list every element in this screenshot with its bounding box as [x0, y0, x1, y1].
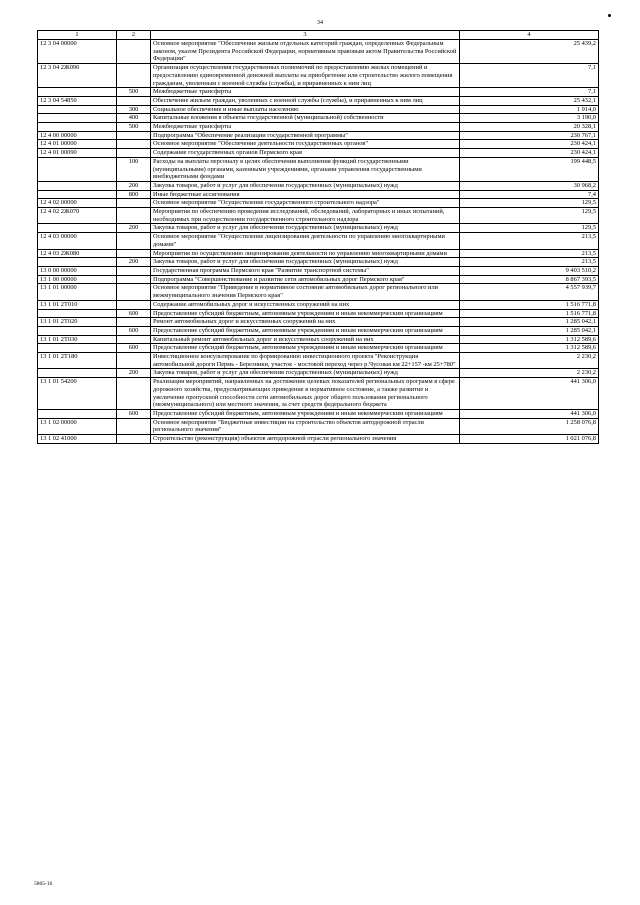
row-amount: 3 190,0 [460, 114, 599, 123]
row-amount: 1 258 076,8 [460, 418, 599, 434]
row-name: Основное мероприятие "Обеспечение жильем отдельных категорий граждан, определенных Федеральным законом, указом Президента Российской Федерации, нормативным правовым актом Правительства Российской Федерации" [151, 40, 460, 64]
row-code [38, 105, 117, 114]
row-code: 13 0 00 00000 [38, 266, 117, 275]
row-name: Капитальный ремонт автомобильных дорог и искусственных сооружений на них [151, 335, 460, 344]
row-amount: 230 767,1 [460, 131, 599, 140]
table-row [38, 105, 599, 114]
row-code [38, 181, 117, 190]
table-row [38, 64, 599, 88]
row-amount: 1 516 771,8 [460, 309, 599, 318]
row-name: Предоставление субсидий бюджетным, автономным учреждениям и иным некоммерческим организациям [151, 344, 460, 353]
row-name: Основное мероприятие "Приведение в нормативное состояние автомобильных дорог регионального или межмуниципального значения Пермского края" [151, 284, 460, 300]
row-name: Предоставление субсидий бюджетным, автономным учреждениям и иным некоммерческим организациям [151, 409, 460, 418]
row-name: Социальное обеспечение и иные выплаты населению [151, 105, 460, 114]
table-row [38, 123, 599, 132]
row-expense-type [117, 418, 151, 434]
row-expense-type [117, 300, 151, 309]
table-row [38, 96, 599, 105]
row-expense-type [117, 275, 151, 284]
row-expense-type [117, 131, 151, 140]
row-expense-type [117, 378, 151, 410]
row-amount: 2 230,2 [460, 369, 599, 378]
table-row [38, 318, 599, 327]
row-code: 12 3 04 2Ж090 [38, 64, 117, 88]
table-row [38, 284, 599, 300]
table-row [38, 149, 599, 158]
header-col-1: 1 [38, 31, 117, 40]
table-row [38, 131, 599, 140]
row-name: Расходы на выплаты персоналу в целях обеспечения выполнения функций государственными (муниципальными) органами, казенными учреждениями, органами управления государственными внебюджетными фондами [151, 157, 460, 181]
row-name: Мероприятия по обеспечению проведения исследований, обследований, лабораторных и иных испытаний, необходимых при осуществлении государственного строительного надзора [151, 208, 460, 224]
row-name: Содержание автомобильных дорог и искусственных сооружений на них [151, 300, 460, 309]
row-expense-type: 600 [117, 409, 151, 418]
row-expense-type: 300 [117, 105, 151, 114]
row-expense-type [117, 266, 151, 275]
table-row [38, 353, 599, 369]
row-amount: 7,1 [460, 88, 599, 97]
row-name: Ремонт автомобильных дорог и искусственных сооружений на них [151, 318, 460, 327]
row-expense-type [117, 64, 151, 88]
table-row [38, 378, 599, 410]
row-expense-type [117, 335, 151, 344]
footer-code: 5865-16 [34, 881, 53, 887]
row-amount: 4 557 939,7 [460, 284, 599, 300]
row-code [38, 326, 117, 335]
table-row [38, 300, 599, 309]
row-code [38, 224, 117, 233]
table-row [38, 249, 599, 258]
row-expense-type [117, 353, 151, 369]
row-name: Межбюджетные трансферты [151, 123, 460, 132]
table-row [38, 233, 599, 249]
row-expense-type: 500 [117, 123, 151, 132]
table-header-row [38, 31, 599, 40]
row-amount: 9 403 510,2 [460, 266, 599, 275]
row-name: Государственная программа Пермского края "Развитие транспортной системы" [151, 266, 460, 275]
row-name: Предоставление субсидий бюджетным, автономным учреждениям и иным некоммерческим организациям [151, 326, 460, 335]
row-expense-type: 500 [117, 88, 151, 97]
table-row [38, 114, 599, 123]
table-row [38, 266, 599, 275]
header-col-3: 3 [151, 31, 460, 40]
row-code [38, 258, 117, 267]
budget-table [37, 30, 599, 444]
table-row [38, 40, 599, 64]
row-code [38, 309, 117, 318]
row-code: 12 4 03 2Ж080 [38, 249, 117, 258]
row-code: 13 1 01 2Т180 [38, 353, 117, 369]
table-row [38, 326, 599, 335]
row-expense-type [117, 284, 151, 300]
row-code: 12 4 02 2Ж070 [38, 208, 117, 224]
row-code: 13 1 00 00000 [38, 275, 117, 284]
row-expense-type: 200 [117, 181, 151, 190]
row-name: Организация осуществления государственных полномочий по предоставлению жилых помещений и предоставлению единовременной денежной выплаты на приобретение или строительство жилого помещения гражданам, уволенным с военной службы (службы), и приравненных к ним лиц [151, 64, 460, 88]
row-code: 12 3 04 54850 [38, 96, 117, 105]
row-code [38, 123, 117, 132]
row-amount: 1 021 076,8 [460, 435, 599, 444]
row-code: 13 1 01 00000 [38, 284, 117, 300]
table-row [38, 88, 599, 97]
table-row [38, 199, 599, 208]
row-amount: 1 312 589,6 [460, 335, 599, 344]
table-row [38, 140, 599, 149]
row-name: Инвестиционное консультирование по формированию инвестиционного проекта "Реконструкция автомобильной дороги Пермь - Березники, участок - мостовой переход через р.Чусовая км 22+157 -км 25+780" [151, 353, 460, 369]
row-expense-type: 800 [117, 190, 151, 199]
row-amount: 441 306,0 [460, 378, 599, 410]
row-code [38, 344, 117, 353]
row-name: Межбюджетные трансферты [151, 88, 460, 97]
table-row [38, 181, 599, 190]
row-expense-type [117, 149, 151, 158]
row-amount: 213,5 [460, 258, 599, 267]
row-name: Основное мероприятие "Осуществление лицензирования деятельности по управлению многоквартирными домами" [151, 233, 460, 249]
row-code: 12 4 01 00090 [38, 149, 117, 158]
row-code [38, 114, 117, 123]
row-amount: 230 424,1 [460, 149, 599, 158]
table-row [38, 190, 599, 199]
row-amount: 8 867 393,5 [460, 275, 599, 284]
table-row [38, 409, 599, 418]
row-code: 13 1 01 2Т030 [38, 335, 117, 344]
row-expense-type [117, 249, 151, 258]
header-col-4: 4 [460, 31, 599, 40]
row-expense-type: 400 [117, 114, 151, 123]
row-code [38, 369, 117, 378]
header-col-2: 2 [117, 31, 151, 40]
row-code: 12 4 01 00000 [38, 140, 117, 149]
corner-dot-mark [608, 14, 611, 17]
row-expense-type: 600 [117, 326, 151, 335]
row-code: 13 1 01 54200 [38, 378, 117, 410]
page-number: 34 [317, 20, 323, 26]
row-name: Мероприятия по осуществлению лицензирования деятельности по управлению многоквартирными домами [151, 249, 460, 258]
row-amount: 1 285 042,1 [460, 326, 599, 335]
row-name: Иные бюджетные ассигнования [151, 190, 460, 199]
row-amount: 2 230,2 [460, 353, 599, 369]
row-name: Основное мероприятие "Бюджетные инвестиции на строительство объектов автодорожной отрасли регионального значения" [151, 418, 460, 434]
row-code: 13 1 01 2Т020 [38, 318, 117, 327]
row-amount: 7,4 [460, 190, 599, 199]
row-name: Строительство (реконструкция) объектов автодорожной отрасли регионального значения [151, 435, 460, 444]
row-name: Подпрограмма "Совершенствование и развитие сети автомобильных дорог Пермского края" [151, 275, 460, 284]
row-amount: 7,1 [460, 64, 599, 88]
table-row [38, 157, 599, 181]
row-amount: 441 306,0 [460, 409, 599, 418]
row-expense-type [117, 233, 151, 249]
row-amount: 25 439,2 [460, 40, 599, 64]
row-amount: 230 424,1 [460, 140, 599, 149]
row-expense-type [117, 318, 151, 327]
row-expense-type: 200 [117, 224, 151, 233]
row-name: Закупка товаров, работ и услуг для обеспечения государственных (муниципальных) нужд [151, 258, 460, 267]
row-code: 13 1 02 41000 [38, 435, 117, 444]
row-name: Основное мероприятие "Обеспечение деятельности государственных органов" [151, 140, 460, 149]
table-row [38, 344, 599, 353]
row-code [38, 190, 117, 199]
row-expense-type [117, 140, 151, 149]
row-name: Содержание государственных органов Пермского края [151, 149, 460, 158]
row-amount: 20 328,1 [460, 123, 599, 132]
row-code [38, 409, 117, 418]
table-row [38, 418, 599, 434]
row-expense-type [117, 208, 151, 224]
table-row [38, 369, 599, 378]
row-code [38, 157, 117, 181]
row-amount: 213,5 [460, 233, 599, 249]
row-name: Обеспечение жильем граждан, уволенных с военной службы (службы), и приравненных к ним лиц [151, 96, 460, 105]
row-amount: 1 312 589,6 [460, 344, 599, 353]
row-name: Капитальные вложения в объекты государственной (муниципальной) собственности [151, 114, 460, 123]
row-amount: 129,5 [460, 199, 599, 208]
row-name: Закупка товаров, работ и услуг для обеспечения государственных (муниципальных) нужд [151, 369, 460, 378]
row-code: 12 4 02 00000 [38, 199, 117, 208]
row-name: Закупка товаров, работ и услуг для обеспечения государственных (муниципальных) нужд [151, 224, 460, 233]
row-expense-type: 100 [117, 157, 151, 181]
row-code: 12 4 00 00000 [38, 131, 117, 140]
table-row [38, 208, 599, 224]
row-expense-type: 600 [117, 309, 151, 318]
row-code: 13 1 01 2Т010 [38, 300, 117, 309]
row-amount: 199 448,5 [460, 157, 599, 181]
row-expense-type: 200 [117, 369, 151, 378]
table-body [38, 40, 599, 444]
row-amount: 1 516 771,8 [460, 300, 599, 309]
table-row [38, 435, 599, 444]
row-amount: 1 914,0 [460, 105, 599, 114]
row-amount: 129,5 [460, 208, 599, 224]
row-expense-type [117, 40, 151, 64]
table-row [38, 258, 599, 267]
row-code: 13 1 02 00000 [38, 418, 117, 434]
row-expense-type: 600 [117, 344, 151, 353]
row-amount: 25 432,1 [460, 96, 599, 105]
table-row [38, 224, 599, 233]
row-expense-type: 200 [117, 258, 151, 267]
row-expense-type [117, 199, 151, 208]
table-row [38, 275, 599, 284]
row-name: Предоставление субсидий бюджетным, автономным учреждениям и иным некоммерческим организациям [151, 309, 460, 318]
row-amount: 129,5 [460, 224, 599, 233]
row-expense-type [117, 96, 151, 105]
row-code: 12 4 03 00000 [38, 233, 117, 249]
row-amount: 213,5 [460, 249, 599, 258]
row-amount: 1 285 042,1 [460, 318, 599, 327]
row-amount: 30 968,2 [460, 181, 599, 190]
row-expense-type [117, 435, 151, 444]
row-name: Основное мероприятие "Осуществление государственного строительного надзора" [151, 199, 460, 208]
row-name: Подпрограмма "Обеспечение реализации государственной программы" [151, 131, 460, 140]
table-row [38, 335, 599, 344]
row-code: 12 3 04 00000 [38, 40, 117, 64]
row-code [38, 88, 117, 97]
row-name: Реализация мероприятий, направленных на достижение целевых показателей региональных программ в сфере дорожного хозяйства, предусматривающих приведение в нормативное состояние, а также развитие и увеличение пропускной способности сети автомобильных дорог общего пользования регионального (межмуниципального) или местного значения, за счет средств федерального бюджета [151, 378, 460, 410]
table-row [38, 309, 599, 318]
row-name: Закупка товаров, работ и услуг для обеспечения государственных (муниципальных) нужд [151, 181, 460, 190]
